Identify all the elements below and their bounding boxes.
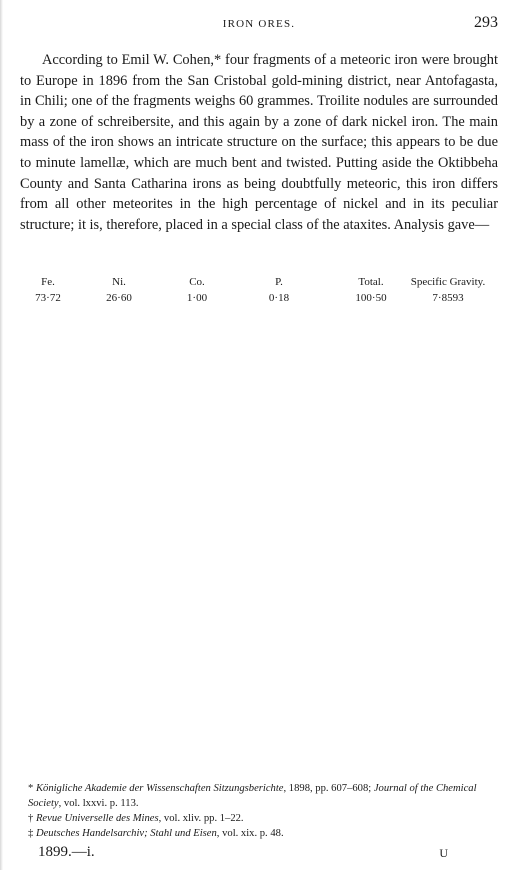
analysis-header-total: Total. xyxy=(358,276,384,288)
signature-mark: 1899.—i. xyxy=(38,844,95,860)
analysis-table xyxy=(20,276,498,306)
footnote-3-mark: ‡ xyxy=(28,828,34,839)
analysis-value-co: 1·00 xyxy=(186,292,208,304)
footnote-3-reference: , vol. xix. p. 48. xyxy=(216,828,284,839)
analysis-header-ni: Ni. xyxy=(112,276,126,288)
footnote-1 xyxy=(20,781,506,811)
analysis-header-p: P. xyxy=(275,276,283,288)
footnote-2-source: Revue Universelle des Mines xyxy=(35,813,159,824)
analysis-value-specific-gravity: 7·8593 xyxy=(432,292,464,304)
analysis-value-fe: 73·72 xyxy=(35,292,61,304)
analysis-header-co: Co. xyxy=(189,276,205,288)
footnote-1-journal: Journal of the Chemical Society xyxy=(28,783,477,809)
footnote-1-reference: , 1898, pp. 607–608; xyxy=(283,783,372,794)
footnotes xyxy=(20,781,506,841)
analysis-value-row xyxy=(20,292,498,306)
page-footer xyxy=(38,844,448,864)
page-number: 293 xyxy=(474,14,498,31)
footnote-3 xyxy=(20,826,506,841)
analysis-value-p: 0·18 xyxy=(268,292,290,304)
analysis-header-specific-gravity: Specific Gravity. xyxy=(410,276,486,288)
analysis-header-fe: Fe. xyxy=(41,276,55,288)
body-paragraph: According to Emil W. Cohen,* four fragments of a meteoric iron were brought to Europe in 1896 from the San Cristobal gold-mining district, near Antofagasta, in Chili; one of the fragments weighs 60 grammes. Troilite nodules are surrounded by a zone of schreibersite, and this again by a zone of dark nickel iron. The main mass of the iron shows an intricate structure on the surface; this appears to be due to minute lamellæ, which are much bent and twisted. Putting aside the Oktibbeha County and Santa Catharina irons as being doubtfully meteoric, this iron differs from all other meteorites in the high percentage of nickel and in its peculiar structure; it is, therefore, placed in a special class of the ataxites. Analysis gave— xyxy=(20,52,498,233)
analysis-header-row xyxy=(20,276,498,290)
footnote-1-mark: * xyxy=(28,783,34,794)
footnote-1-journal-reference: , vol. lxxvi. p. 113. xyxy=(58,798,139,809)
footnote-1-source: Königliche Akademie der Wissenschaften Sitzungsberichte xyxy=(35,783,284,794)
analysis-value-total: 100·50 xyxy=(355,292,387,304)
footnote-2-mark: † xyxy=(28,813,34,824)
running-head: IRON ORES. xyxy=(222,18,296,30)
footnote-3-source: Deutsches Handelsarchiv; Stahl und Eisen xyxy=(35,828,217,839)
page-gutter-edge xyxy=(0,0,3,870)
footnote-2-reference: , vol. xliv. pp. 1–22. xyxy=(158,813,244,824)
page-header xyxy=(20,14,498,34)
signature-letter: U xyxy=(439,846,448,860)
analysis-value-ni: 26·60 xyxy=(106,292,132,304)
footnote-2 xyxy=(20,811,506,826)
